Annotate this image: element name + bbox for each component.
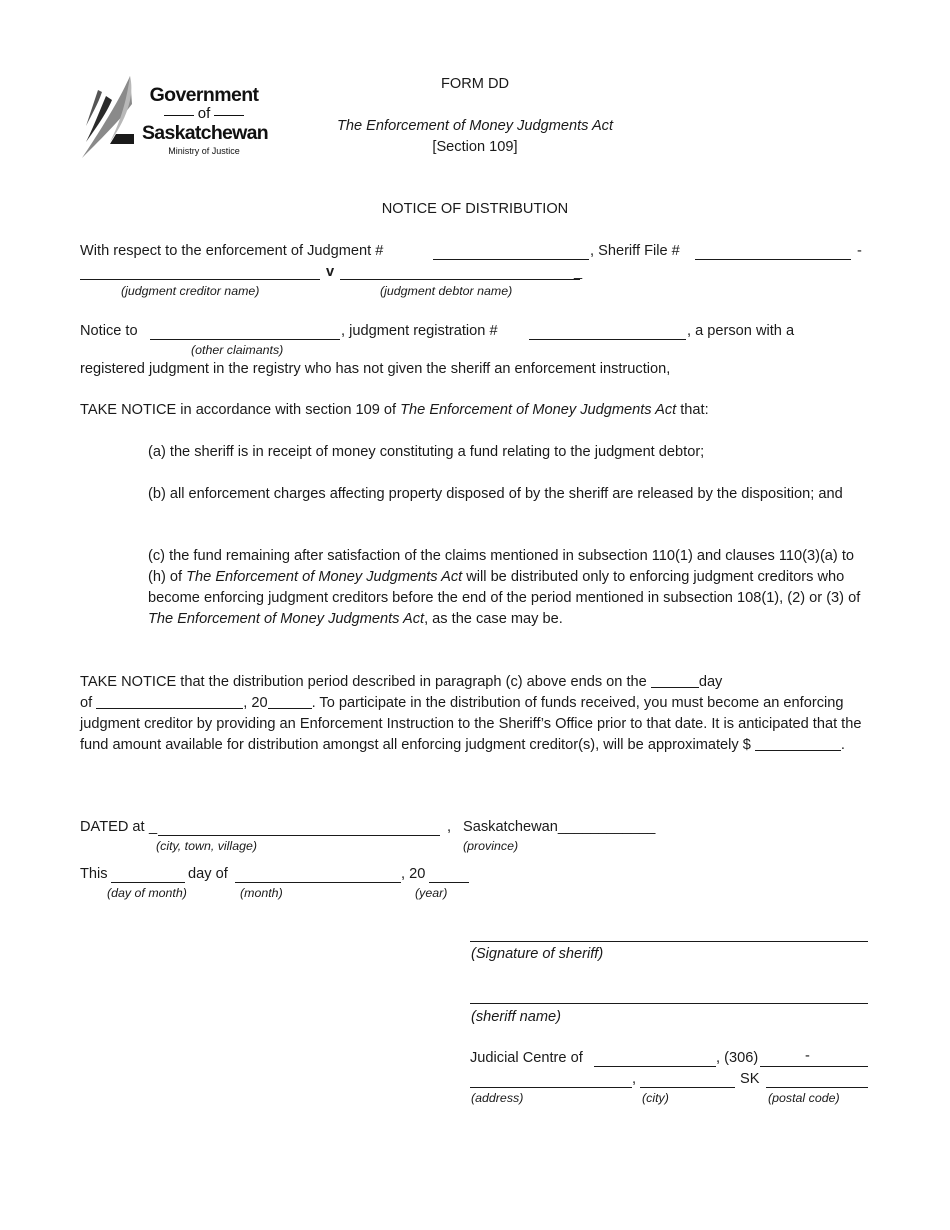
registration-label: , judgment registration # (341, 323, 498, 339)
year-prefix-label: , 20 (401, 866, 426, 882)
phone-number-field[interactable] (760, 1066, 868, 1067)
city-field[interactable] (640, 1087, 735, 1088)
notice-to-label: Notice to (80, 323, 138, 339)
city-caption: (city) (642, 1091, 669, 1105)
section-reference: [Section 109] (432, 139, 518, 155)
day-of-month-field[interactable] (111, 882, 185, 883)
logo-line-saskatchewan: Saskatchewan (142, 122, 269, 144)
province-caption: (province) (463, 839, 519, 853)
dated-underscore: _ (149, 819, 158, 835)
notice-to-continuation: registered judgment in the registry who has not given the sheriff an enforcement instruction, (80, 361, 671, 377)
government-logo (80, 74, 275, 164)
judgment-creditor-name-field[interactable] (80, 279, 320, 280)
distribution-lead: TAKE NOTICE that the distribution period described in paragraph (c) above ends on the (80, 674, 647, 690)
clause-c-part2: will be distributed only to enforcing judgment creditors who become enforcing judgment creditors before the end of the period mentioned in subsection 108(1), (2) or (3) of (148, 569, 861, 606)
versus-label: v (326, 264, 335, 280)
dated-city-field[interactable] (158, 835, 440, 836)
year-field[interactable] (429, 882, 469, 883)
distribution-of-label: of (80, 695, 93, 711)
clause-c-part3: , as the case may be. (424, 611, 563, 627)
province-code: SK (740, 1071, 760, 1087)
debtor-name-caption: (judgment debtor name) (380, 284, 513, 298)
signature-caption: (Signature of sheriff) (471, 946, 604, 962)
debtor-trailing-mark: _ (574, 264, 583, 280)
year-caption: (year) (415, 886, 448, 900)
take-notice-act: The Enforcement of Money Judgments Act (400, 402, 677, 418)
address-caption: (address) (471, 1091, 524, 1105)
month-caption: (month) (240, 886, 283, 900)
distribution-day-label: day (698, 674, 723, 690)
take-notice-statement (80, 402, 709, 418)
clause-b: (b) all enforcement charges affecting property disposed of by the sheriff are released by the disposition; and (148, 486, 843, 502)
distribution-year-field[interactable] (268, 693, 312, 709)
take-notice-tail: that: (676, 402, 709, 418)
sheriff-name-caption: (sheriff name) (471, 1009, 562, 1025)
clause-a: (a) the sheriff is in receipt of money constituting a fund relating to the judgment debtor; (148, 444, 705, 460)
judicial-centre-field[interactable] (594, 1066, 716, 1067)
province-name: Saskatchewan (463, 819, 558, 835)
respect-lead: With respect to the enforcement of Judgment # (80, 243, 384, 259)
take-notice-lead: TAKE NOTICE in accordance with section 109 of (80, 402, 401, 418)
dated-comma: , (447, 819, 452, 835)
clause-c-act2: The Enforcement of Money Judgments Act (148, 611, 425, 627)
clause-c (148, 546, 873, 630)
provincial-wheat-mark-icon (80, 74, 140, 162)
other-claimants-caption: (other claimants) (191, 343, 284, 357)
day-of-month-caption: (day of month) (107, 886, 187, 900)
logo-line-ministry: Ministry of Justice (168, 146, 240, 156)
dated-at-label: DATED at (80, 819, 145, 835)
judgment-registration-number-field[interactable] (529, 339, 686, 340)
sheriff-name-field[interactable] (470, 1003, 868, 1004)
judicial-centre-label: Judicial Centre of (470, 1050, 583, 1066)
logo-line-government: Government (149, 84, 259, 106)
sheriff-file-number-field[interactable] (695, 259, 851, 260)
clause-c-part1: (c) the fund remaining after satisfaction of the claims mentioned in subsection 110(1) and clauses 110(3)(a) to (h) of (148, 548, 855, 585)
clause-c-act1: The Enforcement of Money Judgments Act (186, 569, 463, 585)
sheriff-file-label: , Sheriff File # (590, 243, 680, 259)
sheriff-signature-field[interactable] (470, 941, 868, 942)
person-label: , a person with a (687, 323, 795, 339)
this-label: This (80, 866, 108, 882)
address-field[interactable] (470, 1087, 632, 1088)
phone-prefix-label: , (306) (716, 1050, 759, 1066)
distribution-year-prefix: , 20 (243, 695, 268, 711)
city-town-village-caption: (city, town, village) (156, 839, 257, 853)
postal-code-caption: (postal code) (768, 1091, 840, 1105)
dated-province-value (463, 819, 655, 835)
sheriff-file-dash: - (857, 243, 862, 259)
creditor-name-caption: (judgment creditor name) (121, 284, 260, 298)
notice-title: NOTICE OF DISTRIBUTION (381, 201, 569, 217)
judgment-number-field[interactable] (433, 259, 589, 260)
logo-line-of: of (142, 106, 266, 122)
distribution-body: . To participate in the distribution of funds received, you must become an enforcing judgment creditor by providing an Enforcement Instruction to the Sheriff’s Office prior to that date. It is anticipated that the fund amount available for distribution amongst all enforcing judgment creditor(s), will be approximately $ (80, 695, 862, 753)
distribution-day-field[interactable] (651, 672, 699, 688)
day-of-label: day of (188, 866, 228, 882)
phone-dash: - (805, 1048, 810, 1064)
other-claimants-field[interactable] (150, 339, 340, 340)
judgment-debtor-name-field[interactable] (340, 279, 580, 280)
postal-code-field[interactable] (766, 1087, 868, 1088)
form-label: FORM DD (440, 76, 510, 92)
address-comma: , (632, 1071, 637, 1087)
month-field[interactable] (235, 882, 401, 883)
province-underline: ____________ (557, 819, 656, 835)
act-title: The Enforcement of Money Judgments Act (336, 118, 614, 134)
distribution-period-paragraph (80, 672, 870, 756)
distribution-month-field[interactable] (96, 693, 243, 709)
distribution-end: . (840, 737, 845, 753)
fund-amount-field[interactable] (755, 735, 841, 751)
